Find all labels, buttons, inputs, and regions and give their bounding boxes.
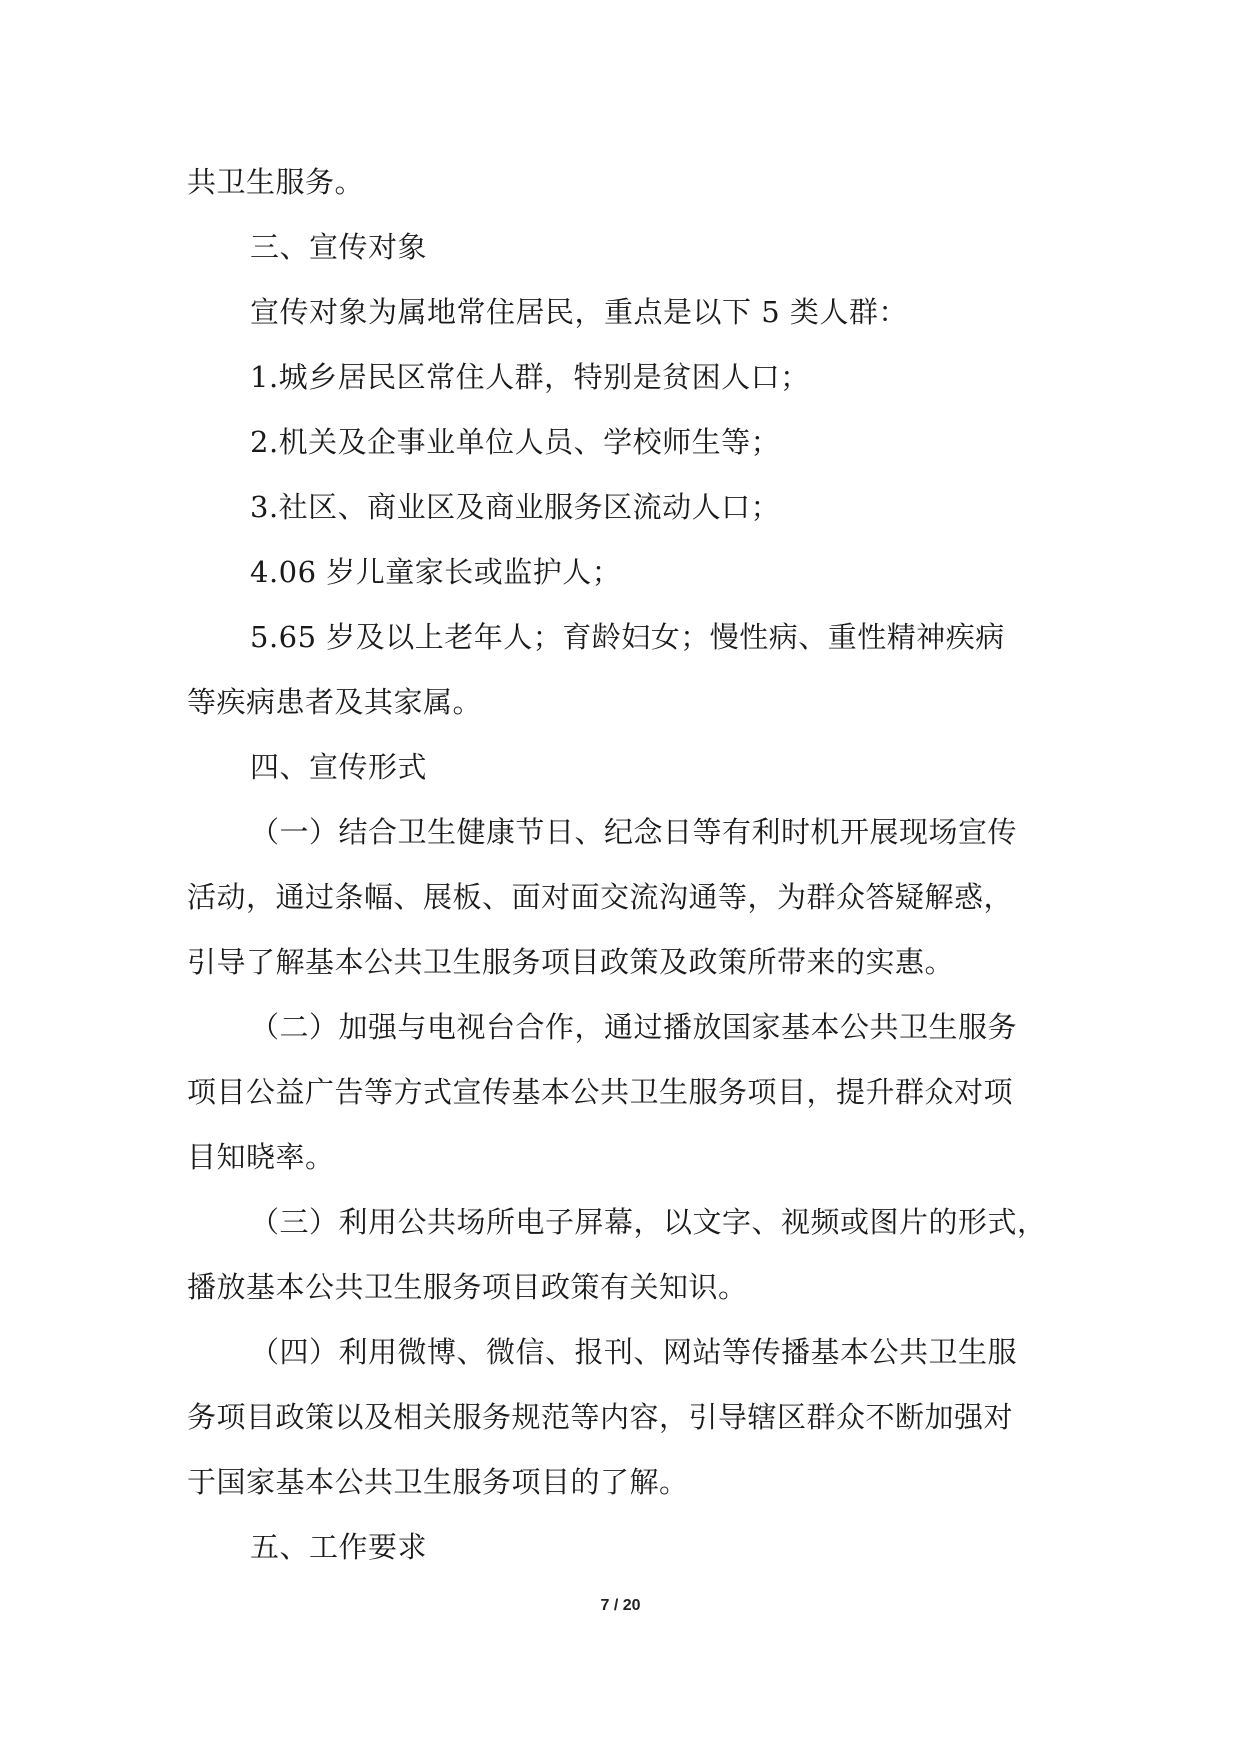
section-heading: 五、工作要求 bbox=[250, 1530, 428, 1564]
list-item: 5.65 岁及以上老年人；育龄妇女；慢性病、重性精神疾病 bbox=[250, 620, 1005, 654]
list-item: 2.机关及企事业单位人员、学校师生等； bbox=[250, 425, 781, 459]
page-number: 7 / 20 bbox=[600, 1597, 641, 1614]
text-line: （二）加强与电视台合作，通过播放国家基本公共卫生服务 bbox=[250, 1010, 1018, 1044]
section-heading: 四、宣传形式 bbox=[250, 750, 428, 784]
text-line: （一）结合卫生健康节日、纪念日等有利时机开展现场宣传 bbox=[250, 815, 1018, 849]
list-item: 3.社区、商业区及商业服务区流动人口； bbox=[250, 490, 781, 524]
text-line: 共卫生服务。 bbox=[187, 165, 365, 199]
section-heading: 三、宣传对象 bbox=[250, 230, 428, 264]
text-line: （三）利用公共场所电子屏幕，以文字、视频或图片的形式， bbox=[250, 1205, 1047, 1239]
text-line: 目知晓率。 bbox=[187, 1140, 335, 1174]
list-item: 4.06 岁儿童家长或监护人； bbox=[250, 555, 622, 589]
text-line: 活动，通过条幅、展板、面对面交流沟通等，为群众答疑解惑， bbox=[187, 880, 1014, 914]
text-line: 务项目政策以及相关服务规范等内容，引导辖区群众不断加强对 bbox=[187, 1400, 1014, 1434]
text-line: 引导了解基本公共卫生服务项目政策及政策所带来的实惠。 bbox=[187, 945, 955, 979]
text-line: 于国家基本公共卫生服务项目的了解。 bbox=[187, 1465, 689, 1499]
text-line: （四）利用微博、微信、报刊、网站等传播基本公共卫生服 bbox=[250, 1335, 1018, 1369]
text-line: 播放基本公共卫生服务项目政策有关知识。 bbox=[187, 1270, 748, 1304]
text-line: 宣传对象为属地常住居民，重点是以下 5 类人群： bbox=[250, 295, 908, 329]
list-item: 1.城乡居民区常住人群，特别是贫困人口； bbox=[250, 360, 810, 394]
text-line: 等疾病患者及其家属。 bbox=[187, 685, 483, 719]
text-line: 项目公益广告等方式宣传基本公共卫生服务项目，提升群众对项 bbox=[187, 1075, 1014, 1109]
